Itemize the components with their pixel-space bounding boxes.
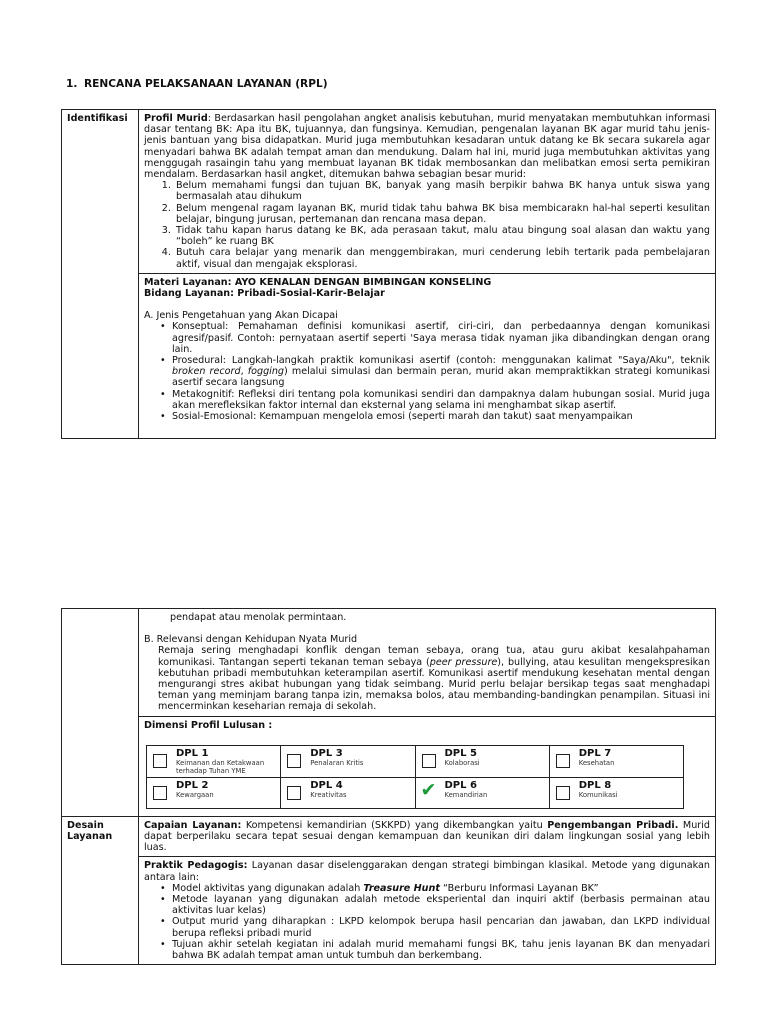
praktik-item-model: • Model aktivitas yang digunakan adalah Treasure Hunt “Berburu Informasi Layanan BK” [172, 883, 710, 894]
capaian-cell: Capaian Layanan: Kompetensi kemandirian (SKKPD) yang dikembangkan yaitu Pengembangan Pribadi. Murid dapat berperilaku secara tepat sesuai dengan kemampuan dan keunikan diri dalam lingkungan sosial yang lebih luas. [139, 816, 716, 857]
checkbox-icon[interactable] [153, 754, 167, 768]
materi-label: Materi Layanan [144, 276, 228, 288]
praktik-text: Layanan dasar diselenggarakan dengan strategi bimbingan klasikal. Metode yang digunakan antara lain: [144, 860, 710, 883]
materi-line [144, 277, 710, 288]
materi-cell [139, 273, 716, 438]
profil-murid-text: : Berdasarkan hasil pengolahan angket analisis kebutuhan, murid menyatakan membutuhkan informasi dasar tentang BK: Apa itu BK, tujuannya, dan fungsinya. Kemudian, pengenalan layanan BK agar murid tahu jenis-jenis bantuan yang bisa didapatkan. Murid juga membutuhkan kesadaran untuk datang ke Bk secara sukarela agar menyadari bahwa BK adalah tempat aman dan mendukung. Dalam hal ini, murid juga membutuhkan aktivitas yang menggugah rasaingin tahu yang membuat layanan BK tidak membosankan dan melibatkan emosi serta pemikiran mendalam. Berdasarkan hasil angket, ditemukan bahwa sebagian besar murid: [144, 113, 710, 181]
section-b-heading: B. Relevansi dengan Kehidupan Nyata Murid [144, 634, 358, 646]
bidang-layanan: Bidang Layanan: Pribadi-Sosial-Karir-Belajar [144, 288, 385, 300]
section-heading [66, 79, 328, 90]
praktik-label: Praktik Pedagogis: [144, 860, 248, 872]
finding-item: 1. Belum memahami fungsi dan tujuan BK, banyak yang masih berpikir bahwa BK hanya untuk siswa yang bermasalah atau dihukum [174, 180, 710, 202]
dpl-cell[interactable]: DPL 3 Penalaran Kritis [281, 745, 415, 777]
checkbox-icon[interactable] [287, 786, 301, 800]
capaian-label: Capaian Layanan: [144, 819, 242, 831]
dpl-grid [146, 745, 684, 809]
relevansi-text: Remaja sering menghadapi konflik dengan teman sebaya, orang tua, atau guru akibat kesalahpahaman komunikasi. Tantangan seperti tekanan teman sebaya (peer pressure), bullying, atau kesulitan mengekspresikan kebutuhan pribadi membutuhkan keterampilan asertif. Komunikasi asertif mendukung kesehatan mental dengan mengurangi stres akibat hubungan yang tidak seimbang. Murid perlu belajar bersikap tegas saat menghadapi teman yang meminjam barang tanpa izin, memaksa bolos, atau membanding-bandingkan penampilan. Situasi ini mencerminkan keseharian remaja di sekolah. [158, 645, 711, 713]
section-a-heading: A. Jenis Pengetahuan yang Akan Dicapai [144, 310, 338, 322]
praktik-item-output: • Output murid yang diharapkan : LKPD kelompok berupa hasil pencarian dan jawaban, dan LKPD individual berupa refleksi pribadi murid [172, 916, 710, 938]
checkbox-icon[interactable] [422, 754, 436, 768]
profil-murid-title: Profil Murid [144, 113, 208, 124]
dpl-cell[interactable]: DPL 8 Komunikasi [549, 777, 683, 808]
knowledge-item-metakognitif: • Metakognitif: Refleksi diri tentang pola komunikasi sendiri dan dampaknya dalam hubungan sosial. Murid juga akan merefleksikan faktor internal dan eksternal yang selama ini menghambat sikap asertif. [172, 389, 710, 411]
rpl-table-page2 [61, 608, 716, 965]
checkbox-icon[interactable] [287, 754, 301, 768]
continued-label-cell [62, 609, 139, 817]
praktik-item-metode: • Metode layanan yang digunakan adalah metode eksperiental dan inquiri aktif (berbasis permainan atau aktivitas luar kelas) [172, 894, 710, 916]
knowledge-item-konseptual: • Konseptual: Pemahaman definisi komunikasi asertif, ciri-ciri, dan perbedaannya dengan komunikasi agresif/pasif. Contoh: pernyataan asertif seperti 'Saya merasa tidak nyaman jika dibandingkan dengan orang lain. [172, 321, 710, 355]
continued-text: pendapat atau menolak permintaan. [170, 612, 347, 623]
rpl-table-page1 [61, 109, 716, 439]
dpl-cell[interactable]: DPL 5 Kolaborasi [415, 745, 549, 777]
checkbox-icon[interactable] [153, 786, 167, 800]
checkbox-icon[interactable] [556, 786, 570, 800]
dpl-cell[interactable]: DPL 1 Keimanan dan Ketakwaan terhadap Tuhan YME [147, 745, 281, 777]
finding-item: 2. Belum mengenal ragam layanan BK, murid tidak tahu bahwa BK bisa membicarakn hal-hal seperti kesulitan belajar, bingung jurusan, pertemanan dan rencana masa depan. [174, 203, 710, 225]
dimensi-title: Dimensi Profil Lulusan : [144, 719, 273, 731]
dimensi-cell [139, 716, 716, 816]
continued-cell [139, 609, 716, 717]
knowledge-list [144, 321, 710, 422]
dpl-cell[interactable]: DPL 4 Kreativitas [281, 777, 415, 808]
desain-label: Desain Layanan [62, 816, 139, 964]
identifikasi-label: Identifikasi [62, 110, 139, 439]
praktik-list [144, 883, 710, 961]
checkbox-icon[interactable] [556, 754, 570, 768]
praktik-item-tujuan: • Tujuan akhir setelah kegiatan ini adalah murid memahami fungsi BK, tahu jenis layanan BK dan menyadari bahwa BK adalah tempat aman untuk tumbuh dan berkembang. [172, 939, 710, 961]
section-number: 1. [66, 78, 78, 90]
materi-value: : AYO KENALAN DENGAN BIMBINGAN KONSELING [227, 276, 492, 288]
praktik-cell [139, 857, 716, 965]
knowledge-item-prosedural: • Prosedural: Langkah-langkah praktik komunikasi asertif (contoh: menggunakan kalimat "Saya/Aku", teknik broken record, fogging) melalui simulasi dan bermain peran, murid akan mempraktikkan strategi komunikasi asertif secara langsung [172, 355, 710, 389]
checkmark-icon[interactable]: ✔ [420, 778, 437, 801]
profil-murid-cell [139, 110, 716, 274]
dpl-cell[interactable]: ✔ DPL 6 Kemandirian [415, 777, 549, 808]
knowledge-item-sosial-emosional: • Sosial-Emosional: Kemampuan mengelola emosi (seperti marah dan takut) saat menyampaikan [172, 411, 710, 422]
finding-item: 4. Butuh cara belajar yang menarik dan menggembirakan, muri cenderung lebih tertarik pada pembelajaran aktif, visual dan mengajak eksplorasi. [174, 247, 710, 269]
findings-list [144, 180, 710, 270]
section-title: RENCANA PELAKSANAAN LAYANAN (RPL) [84, 78, 328, 90]
dpl-cell[interactable]: DPL 2 Kewargaan [147, 777, 281, 808]
dpl-cell[interactable]: DPL 7 Kesehatan [549, 745, 683, 777]
finding-item: 3. Tidak tahu kapan harus datang ke BK, ada perasaan takut, malu atau bingung soal alasan dan waktu yang “boleh” ke ruang BK [174, 225, 710, 247]
